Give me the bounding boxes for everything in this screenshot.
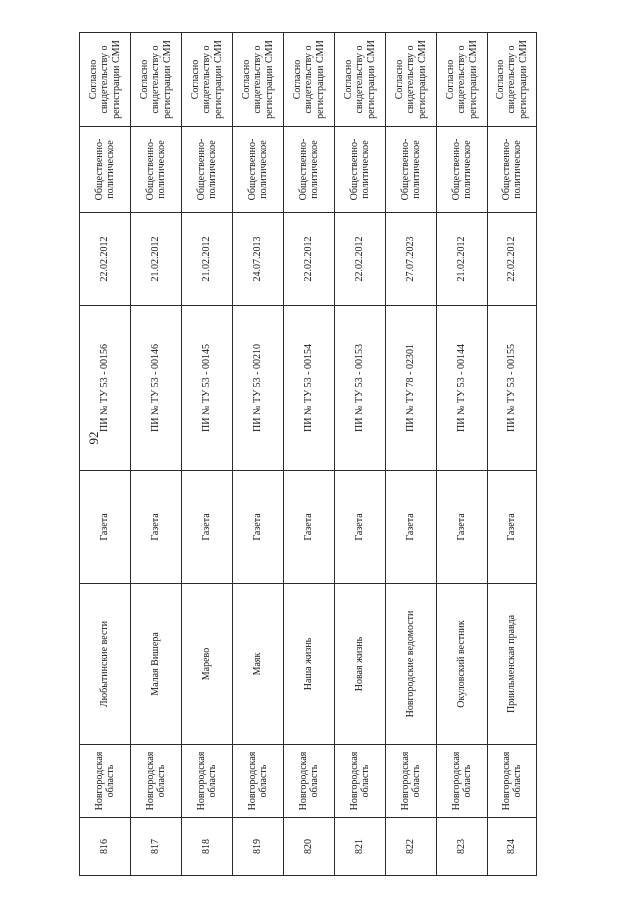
row-number: 823: [437, 818, 488, 876]
media-type-cell: Газета: [80, 471, 131, 584]
table-row: [131, 33, 182, 876]
media-name-cell: Малая Вишера: [131, 584, 182, 745]
license-cell: ПИ № ТУ 53 - 00210: [233, 306, 284, 471]
media-name-cell: Маяк: [233, 584, 284, 745]
license-cell: ПИ № ТУ 53 - 00153: [335, 306, 386, 471]
row-number: 821: [335, 818, 386, 876]
table-row: [437, 33, 488, 876]
license-cell: ПИ № ТУ 53 - 00155: [488, 306, 537, 471]
row-number: 816: [80, 818, 131, 876]
region-cell: Новгородская область: [131, 745, 182, 818]
topic-cell: Общественно-политическое: [80, 127, 131, 213]
date-cell: 27.07.2023: [386, 213, 437, 306]
region-cell: Новгородская область: [437, 745, 488, 818]
note-cell: Согласно свидетельству о регистрации СМИ: [437, 33, 488, 127]
region-cell: Новгородская область: [233, 745, 284, 818]
region-cell: Новгородская область: [488, 745, 537, 818]
table-row: [233, 33, 284, 876]
region-cell: Новгородская область: [80, 745, 131, 818]
license-cell: ПИ № ТУ 53 - 00146: [131, 306, 182, 471]
topic-cell: Общественно-политическое: [488, 127, 537, 213]
media-type-cell: Газета: [437, 471, 488, 584]
table-row: [335, 33, 386, 876]
license-cell: ПИ № ТУ 53 - 00156: [80, 306, 131, 471]
media-type-cell: Газета: [182, 471, 233, 584]
note-cell: Согласно свидетельству о регистрации СМИ: [488, 33, 537, 127]
media-registry-table: [79, 32, 537, 876]
note-cell: Согласно свидетельству о регистрации СМИ: [386, 33, 437, 127]
region-cell: Новгородская область: [182, 745, 233, 818]
note-cell: Согласно свидетельству о регистрации СМИ: [182, 33, 233, 127]
registry-table-container: [79, 33, 529, 876]
note-cell: Согласно свидетельству о регистрации СМИ: [233, 33, 284, 127]
region-cell: Новгородская область: [284, 745, 335, 818]
media-name-cell: Любытинские вести: [80, 584, 131, 745]
region-cell: Новгородская область: [335, 745, 386, 818]
note-cell: Согласно свидетельству о регистрации СМИ: [335, 33, 386, 127]
table-row: [80, 33, 131, 876]
date-cell: 21.02.2012: [131, 213, 182, 306]
row-number: 818: [182, 818, 233, 876]
note-cell: Согласно свидетельству о регистрации СМИ: [80, 33, 131, 127]
topic-cell: Общественно-политическое: [335, 127, 386, 213]
topic-cell: Общественно-политическое: [182, 127, 233, 213]
media-name-cell: Новая жизнь: [335, 584, 386, 745]
media-name-cell: Приильменская правда: [488, 584, 537, 745]
date-cell: 21.02.2012: [437, 213, 488, 306]
topic-cell: Общественно-политическое: [386, 127, 437, 213]
row-number: 824: [488, 818, 537, 876]
license-cell: ПИ № ТУ 78 - 02301: [386, 306, 437, 471]
date-cell: 22.02.2012: [488, 213, 537, 306]
media-name-cell: Марево: [182, 584, 233, 745]
media-name-cell: Окуловский вестник: [437, 584, 488, 745]
table-row: [386, 33, 437, 876]
date-cell: 22.02.2012: [284, 213, 335, 306]
license-cell: ПИ № ТУ 53 - 00145: [182, 306, 233, 471]
date-cell: 22.02.2012: [335, 213, 386, 306]
license-cell: ПИ № ТУ 53 - 00154: [284, 306, 335, 471]
table-row: [284, 33, 335, 876]
topic-cell: Общественно-политическое: [233, 127, 284, 213]
table-row: [488, 33, 537, 876]
topic-cell: Общественно-политическое: [284, 127, 335, 213]
page-number: 92: [86, 431, 101, 445]
row-number: 822: [386, 818, 437, 876]
media-name-cell: Наша жизнь: [284, 584, 335, 745]
media-type-cell: Газета: [386, 471, 437, 584]
media-type-cell: Газета: [131, 471, 182, 584]
topic-cell: Общественно-политическое: [437, 127, 488, 213]
topic-cell: Общественно-политическое: [131, 127, 182, 213]
table-row: [182, 33, 233, 876]
note-cell: Согласно свидетельству о регистрации СМИ: [284, 33, 335, 127]
row-number: 817: [131, 818, 182, 876]
media-type-cell: Газета: [335, 471, 386, 584]
note-cell: Согласно свидетельству о регистрации СМИ: [131, 33, 182, 127]
row-number: 820: [284, 818, 335, 876]
row-number: 819: [233, 818, 284, 876]
media-name-cell: Новгородские ведомости: [386, 584, 437, 745]
media-type-cell: Газета: [488, 471, 537, 584]
date-cell: 22.02.2012: [80, 213, 131, 306]
date-cell: 24.07.2013: [233, 213, 284, 306]
date-cell: 21.02.2012: [182, 213, 233, 306]
media-type-cell: Газета: [233, 471, 284, 584]
region-cell: Новгородская область: [386, 745, 437, 818]
license-cell: ПИ № ТУ 53 - 00144: [437, 306, 488, 471]
media-type-cell: Газета: [284, 471, 335, 584]
